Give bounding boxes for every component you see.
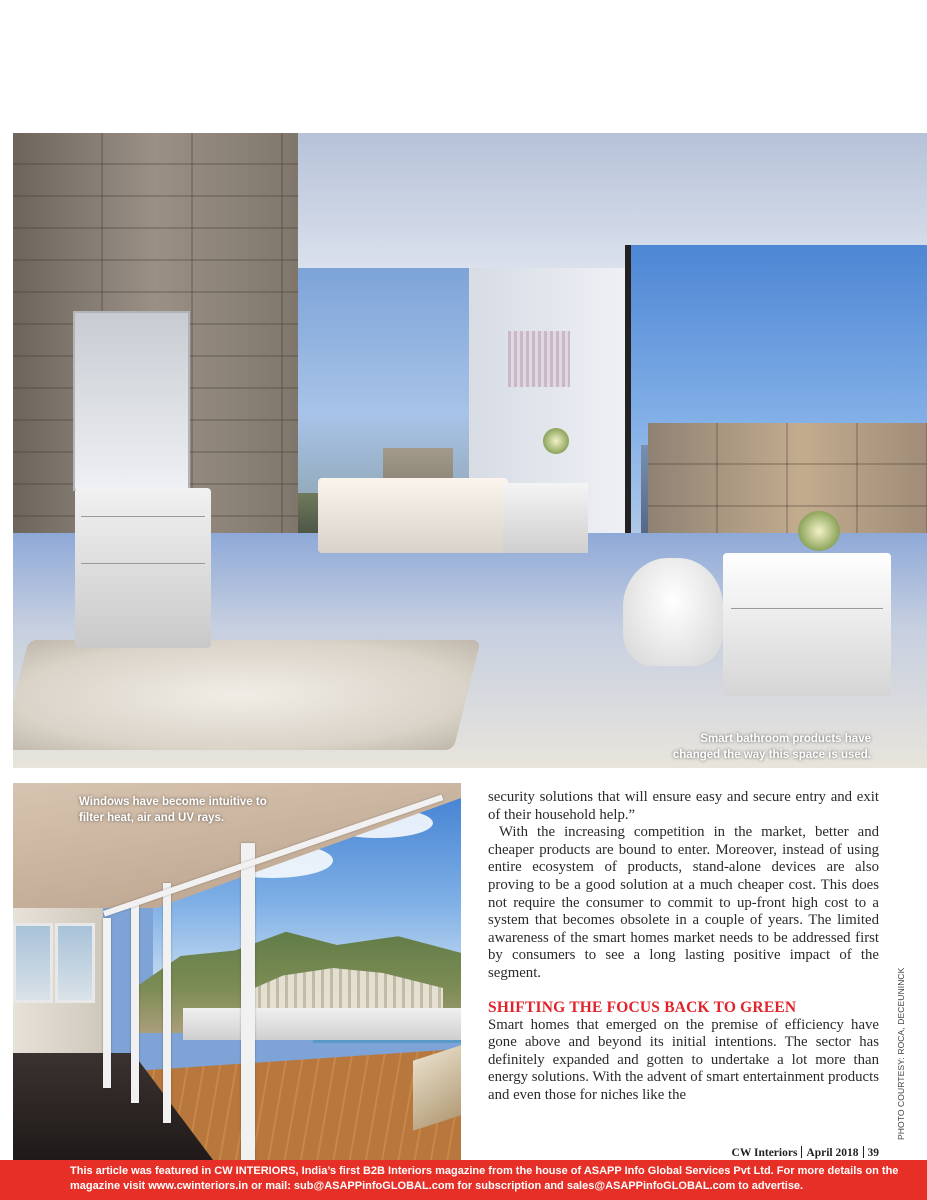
plant xyxy=(543,428,569,454)
article-paragraph: security solutions that will ensure easy and secure entry and exit of their household help.” xyxy=(488,789,879,823)
article-body xyxy=(488,789,879,1105)
bathroom-photo xyxy=(13,133,927,768)
rug xyxy=(13,640,481,750)
page-number: 39 xyxy=(867,1147,879,1159)
divider xyxy=(863,1146,864,1158)
section-heading: SHIFTING THE FOCUS BACK TO GREEN xyxy=(488,998,797,1016)
window-frame xyxy=(131,903,139,1103)
window-frame xyxy=(103,918,111,1088)
side-cabinet xyxy=(503,483,588,553)
storage-cabinet xyxy=(723,553,891,696)
page-folio xyxy=(732,1146,879,1159)
bottom-photo-caption: Windows have become intuitive to filter heat, air and UV rays. xyxy=(79,796,267,824)
bathtub xyxy=(318,478,508,553)
article-paragraph: Smart homes that emerged on the premise of efficiency have gone above and beyond its initial intentions. The sector has definitely expanded and gotten to undertake a lot more than energy solutions. With the advent of smart entertainment products and even those for niches like the xyxy=(488,1016,879,1103)
toilet xyxy=(623,558,723,666)
magazine-name: CW Interiors xyxy=(731,1147,798,1159)
window-pane xyxy=(13,923,53,1003)
divider xyxy=(801,1146,802,1158)
photo-credit: PHOTO COURTESY: ROCA, DECEUNINCK xyxy=(896,967,906,1140)
window-frame xyxy=(163,883,171,1123)
issue-date: April 2018 xyxy=(806,1147,859,1159)
article-paragraph: With the increasing competition in the market, better and cheaper products are bound to enter. Moreover, instead of using entire ecosystem of products, stand-alone devices are also proving to be a good solution at a much cheaper cost. This does not require the consumer to commit to up-front high cost to a system that becomes obsolete in a couple of years. The limited awareness of the smart homes market needs to be addressed first by consumers to see a long lasting positive impact of the segment. xyxy=(488,824,879,981)
terrace-wall xyxy=(183,1008,461,1040)
vanity-unit xyxy=(75,488,211,648)
top-photo-caption: Smart bathroom products have changed the way this space is used. xyxy=(672,733,871,761)
wall-artwork xyxy=(508,331,570,387)
window-frame xyxy=(241,843,255,1160)
window-pane xyxy=(55,923,95,1003)
mirror xyxy=(73,311,190,491)
flower-vase xyxy=(798,511,840,551)
footer-text: This article was featured in CW INTERIORS, India’s first B2B Interiors magazine from the house of ASAPP Info Global Services Pvt Ltd. For more details on the magazine visit www.cwinteriors.in or mail: sub@ASAPPinfoGLOBAL.com for subscription and sales@ASAPPinfoGLOBAL.com to advertise. xyxy=(70,1165,899,1192)
windows-photo xyxy=(13,783,461,1160)
footer-banner xyxy=(0,1160,927,1200)
